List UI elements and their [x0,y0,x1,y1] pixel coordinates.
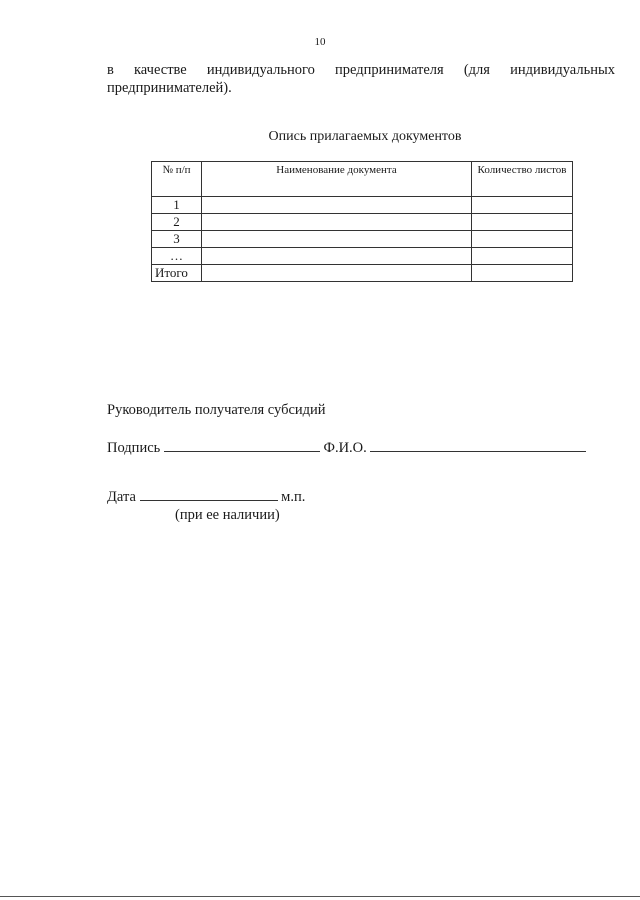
date-label: Дата [107,489,136,505]
row-sheet-count [472,197,573,214]
total-label: Итого [152,265,202,282]
intro-word: индивидуальных [510,62,615,78]
header-document-name: Наименование документа [202,162,472,197]
bottom-divider [0,896,640,897]
intro-word: в [107,62,114,78]
intro-word: (для [463,62,490,78]
intro-word: качестве [133,62,187,78]
intro-text-line-1 [107,62,615,79]
row-document-name [202,248,472,265]
row-document-name [202,214,472,231]
row-sheet-count [472,248,573,265]
header-sheet-count: Количество листов [472,162,573,197]
intro-word: индивидуального [206,62,315,78]
row-document-name [202,231,472,248]
intro-word: предпринимателя [334,62,444,78]
total-document-name [202,265,472,282]
signature-blank-line [164,437,320,452]
row-number: 3 [152,231,202,248]
table-row [152,214,573,231]
signature-heading: Руководитель получателя субсидий [107,402,326,418]
row-sheet-count [472,214,573,231]
fio-label: Ф.И.О. [323,440,367,456]
page-number: 10 [314,36,326,48]
inventory-table [151,161,573,282]
intro-text-line-2: предпринимателей). [107,80,232,96]
table-row [152,231,573,248]
row-number: 2 [152,214,202,231]
table-row [152,248,573,265]
row-number: … [152,248,202,265]
table-total-row [152,265,573,282]
date-blank-line [140,486,278,501]
table-header-row [152,162,573,197]
header-number: № п/п [152,162,202,197]
table-row [152,197,573,214]
row-number: 1 [152,197,202,214]
signature-row [107,437,586,457]
stamp-note: (при ее наличии) [175,507,280,523]
date-row [107,486,305,506]
total-sheet-count [472,265,573,282]
row-document-name [202,197,472,214]
fio-blank-line [370,437,586,452]
row-sheet-count [472,231,573,248]
inventory-title: Опись прилагаемых документов [268,129,462,144]
stamp-label: м.п. [281,489,306,505]
signature-label: Подпись [107,440,161,456]
